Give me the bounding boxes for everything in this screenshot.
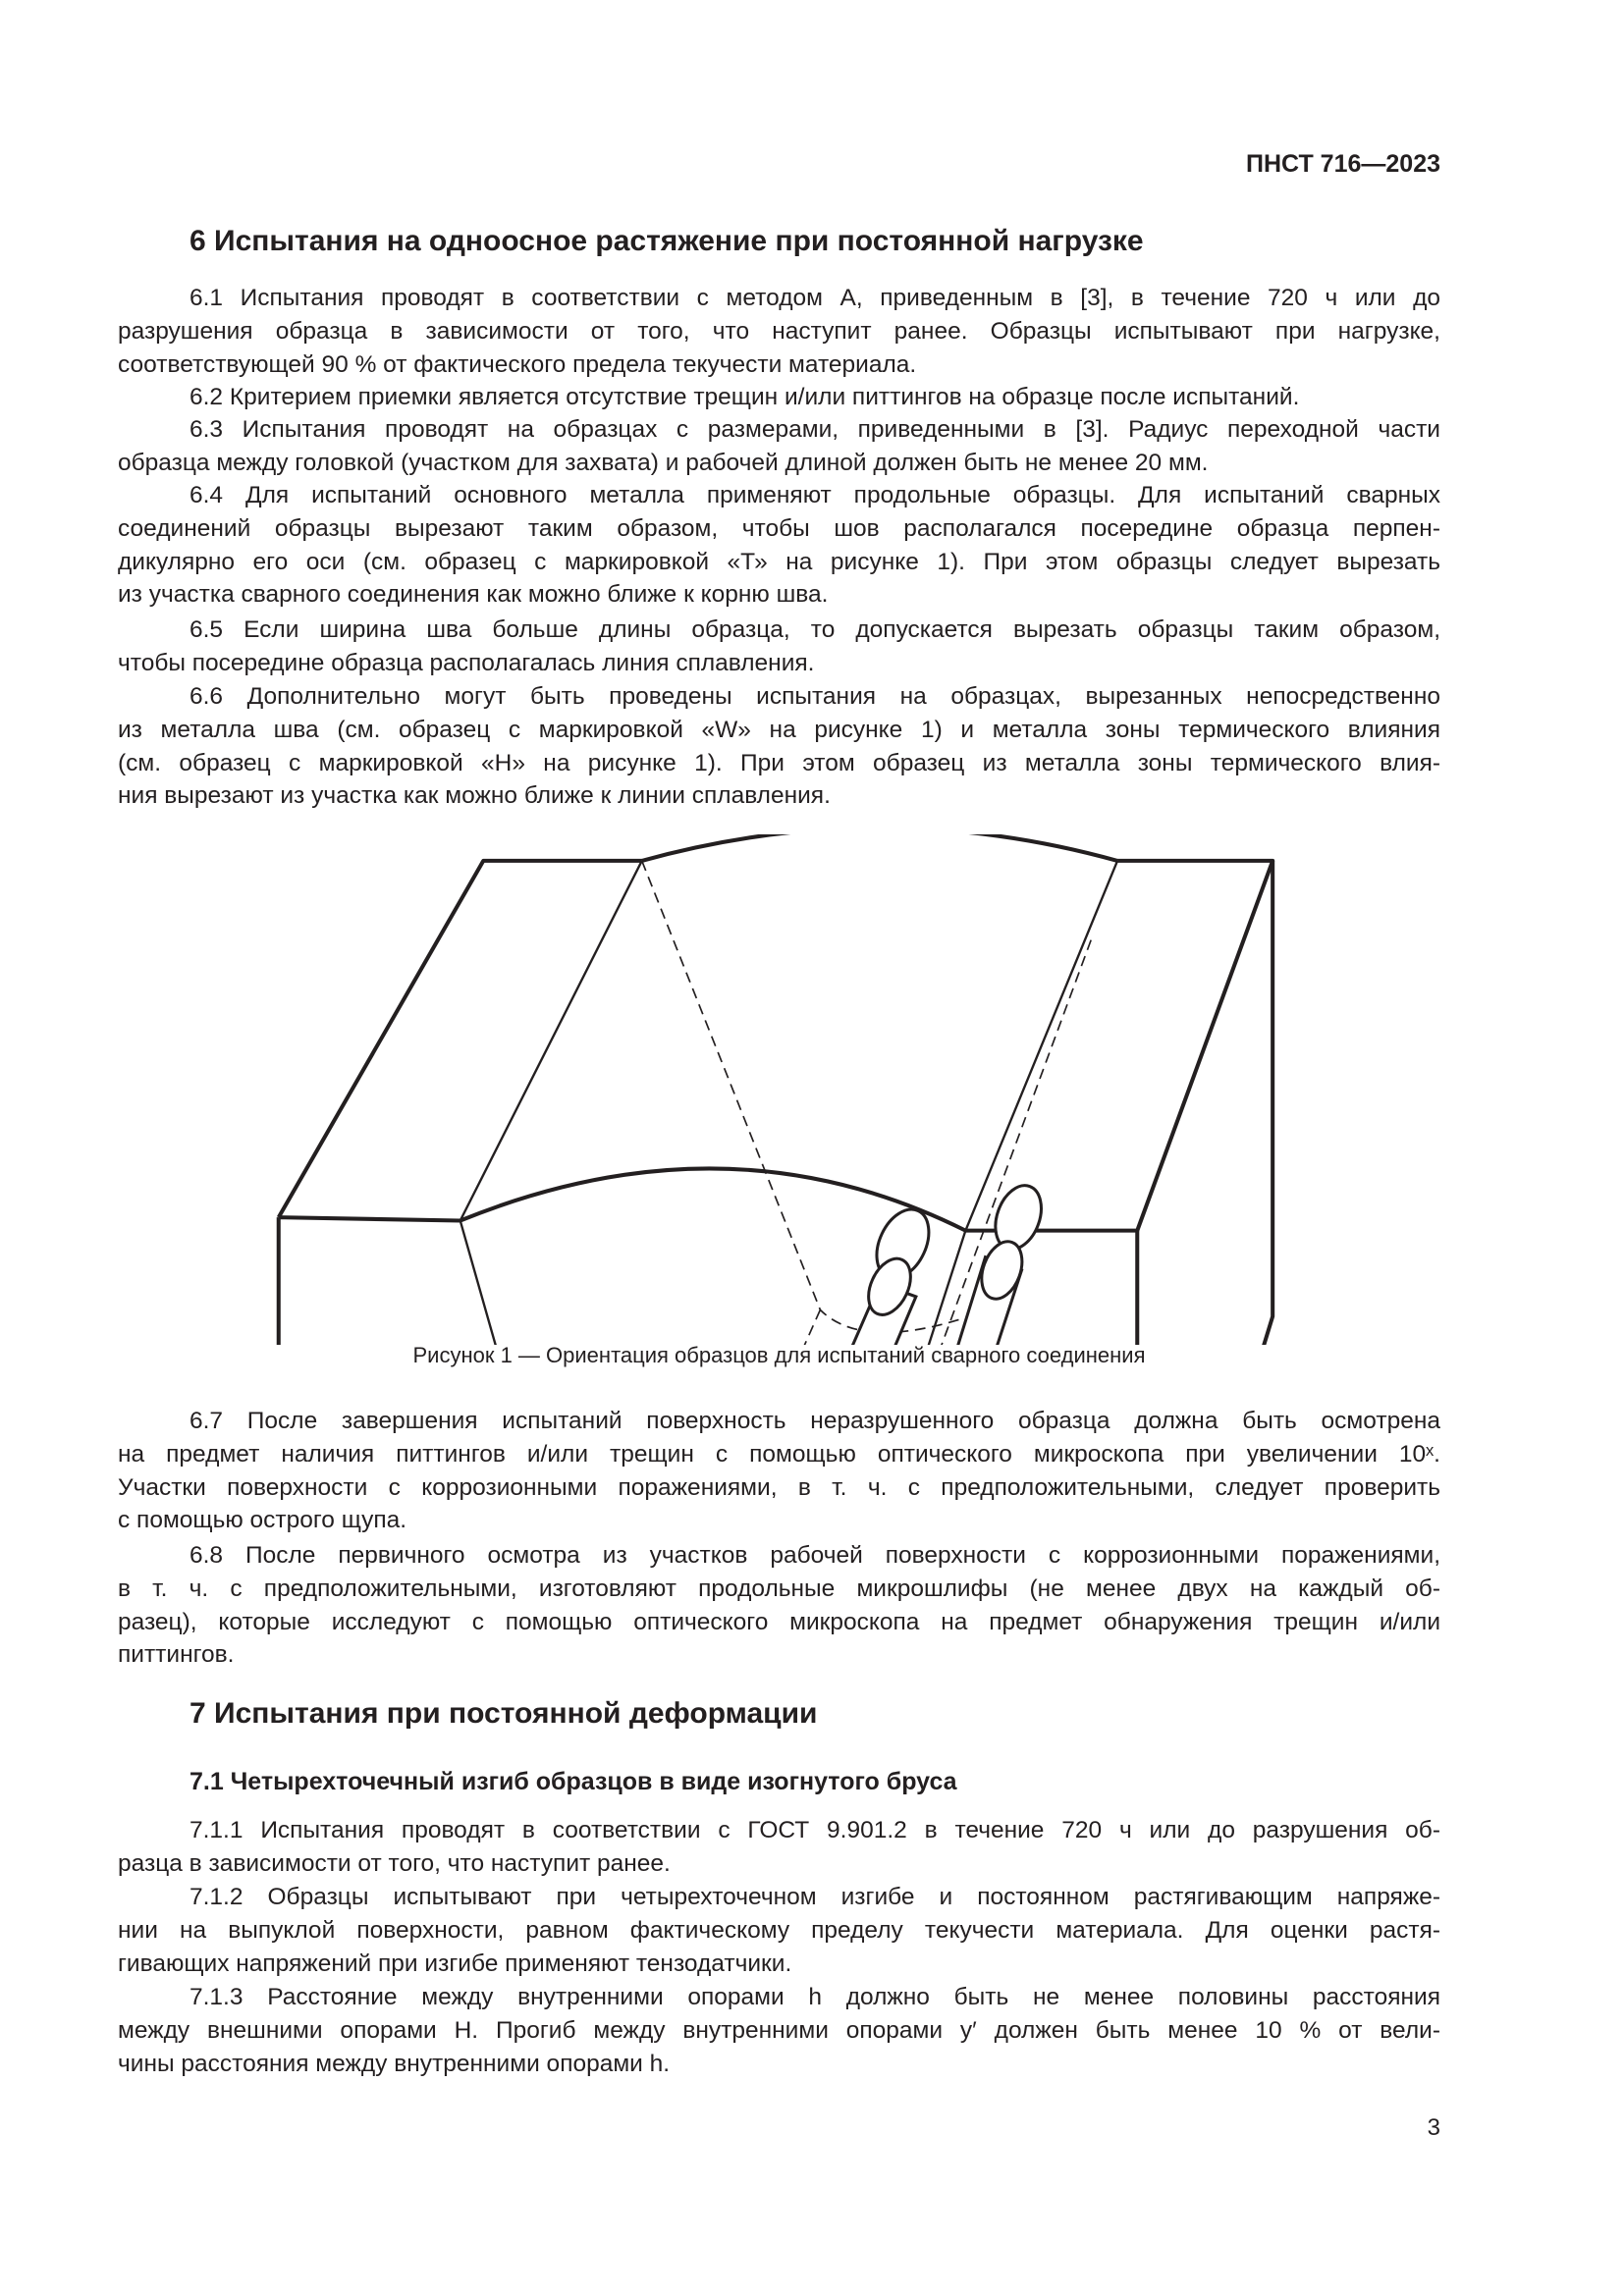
paragraph-line: нии на выпуклой поверхности, равном фактическому пределу текучести материала. Для оценки растя- — [118, 1916, 1440, 1944]
paragraph-line: ния вырезают из участка как можно ближе к линии сплавления. — [118, 782, 831, 810]
paragraph-line: 6.8 После первичного осмотра из участков рабочей поверхности с коррозионными поражениями, — [189, 1542, 1440, 1569]
weld-block-outline — [279, 834, 1272, 1345]
figure-caption: Рисунок 1 — Ориентация образцов для испытаний сварного соединения — [412, 1343, 1146, 1367]
page-number: 3 — [1427, 2114, 1440, 2141]
paragraph-p7-1-1 — [118, 1814, 1440, 1881]
paragraph-line: образца между головкой (участком для захвата) и рабочей длиной должен быть не менее 20 мм. — [118, 449, 1209, 476]
document-code: ПНСТ 716—2023 — [1246, 150, 1440, 178]
paragraph-line: соответствующей 90 % от фактического предела текучести материала. — [118, 350, 917, 378]
section-7-1-heading: 7.1 Четырехточечный изгиб образцов в виде изогнутого бруса — [189, 1768, 957, 1795]
figure-1-weld-specimens-diagram — [265, 834, 1296, 1345]
paragraph-line: (см. образец с маркировкой «Н» на рисунке 1). При этом образец из металла зоны термического влия- — [118, 749, 1440, 776]
paragraph-line: 6.6 Дополнительно могут быть проведены испытания на образцах, вырезанных непосредственно — [189, 683, 1440, 710]
paragraph-line: Участки поверхности с коррозионными поражениями, в т. ч. с предположительными, следует проверить — [118, 1473, 1440, 1501]
paragraph-p6-1 — [118, 282, 1440, 381]
paragraph-line: чтобы посередине образца располагалась линия сплавления. — [118, 649, 815, 676]
specimen-w — [757, 1201, 939, 1345]
paragraph-p6-6 — [118, 680, 1440, 813]
paragraph-p6-2 — [118, 381, 1440, 414]
paragraph-p6-8 — [118, 1539, 1440, 1672]
paragraph-p6-5 — [118, 614, 1440, 680]
paragraph-p7-1-3 — [118, 1981, 1440, 2080]
paragraph-line: разец), которые исследуют с помощью оптического микроскопа на предмет обнаружения трещин и/или — [118, 1608, 1440, 1635]
paragraph-line: 6.7 После завершения испытаний поверхность неразрушенного образца должна быть осмотрена — [189, 1408, 1440, 1434]
paragraph-line: 6.4 Для испытаний основного металла применяют продольные образцы. Для испытаний сварных — [189, 482, 1440, 508]
paragraph-line: на предмет наличия питтингов и/или трещин с помощью оптического микроскопа при увеличении 10ˣ. — [118, 1440, 1440, 1468]
paragraph-line: в т. ч. с предположительными, изготовляют продольные микрошлифы (не менее двух на каждый об- — [118, 1575, 1440, 1602]
paragraph-line: разца в зависимости от того, что наступит ранее. — [118, 1849, 671, 1877]
paragraph-p7-1-2 — [118, 1881, 1440, 1980]
paragraph-line: из металла шва (см. образец с маркировкой «W» на рисунке 1) и металла зоны термического влияния — [118, 716, 1440, 743]
paragraph-line: дикулярно его оси (см. образец с маркировкой «Т» на рисунке 1). При этом образцы следует вырезать — [118, 548, 1440, 575]
paragraph-line: гивающих напряжений при изгибе применяют тензодатчики. — [118, 1949, 792, 1977]
paragraph-line: из участка сварного соединения как можно ближе к корню шва. — [118, 581, 829, 609]
paragraph-line: между внешними опорами H. Прогиб между внутренними опорами y′ должен быть менее 10 % от вели- — [118, 2016, 1440, 2044]
paragraph-p6-3 — [118, 413, 1440, 480]
paragraph-line: 7.1.2 Образцы испытывают при четырехточечном изгибе и постоянном растягивающим напряже- — [189, 1884, 1440, 1910]
paragraph-line: 7.1.1 Испытания проводят в соответствии с ГОСТ 9.901.2 в течение 720 ч или до разрушения об- — [189, 1817, 1440, 1843]
paragraph-line: разрушения образца в зависимости от того, что наступит ранее. Образцы испытывают при нагрузке, — [118, 317, 1440, 345]
paragraph-line: питтингов. — [118, 1641, 235, 1669]
paragraph-line: чины расстояния между внутренними опорами h. — [118, 2050, 671, 2077]
section-7-heading: 7 Испытания при постоянной деформации — [189, 1697, 818, 1730]
paragraph-line: 6.5 Если ширина шва больше длины образца, то допускается вырезать образцы таким образом, — [189, 616, 1440, 643]
paragraph-line: с помощью острого щупа. — [118, 1507, 407, 1534]
paragraph-line: соединений образцы вырезают таким образом, чтобы шов располагался посередине образца перпен- — [118, 514, 1440, 542]
paragraph-line: 6.2 Критерием приемки является отсутствие трещин и/или питтингов на образце после испытаний. — [189, 384, 1300, 410]
section-6-heading: 6 Испытания на одноосное растяжение при постоянной нагрузке — [189, 225, 1144, 257]
paragraph-line: 6.1 Испытания проводят в соответствии с методом А, приведенным в [3], в течение 720 ч или до — [189, 285, 1440, 311]
paragraph-p6-4 — [118, 479, 1440, 612]
paragraph-line: 7.1.3 Расстояние между внутренними опорами h должно быть не менее половины расстояния — [189, 1984, 1440, 2010]
paragraph-p6-7 — [118, 1405, 1440, 1537]
paragraph-line: 6.3 Испытания проводят на образцах с размерами, приведенными в [3]. Радиус переходной части — [189, 416, 1440, 443]
